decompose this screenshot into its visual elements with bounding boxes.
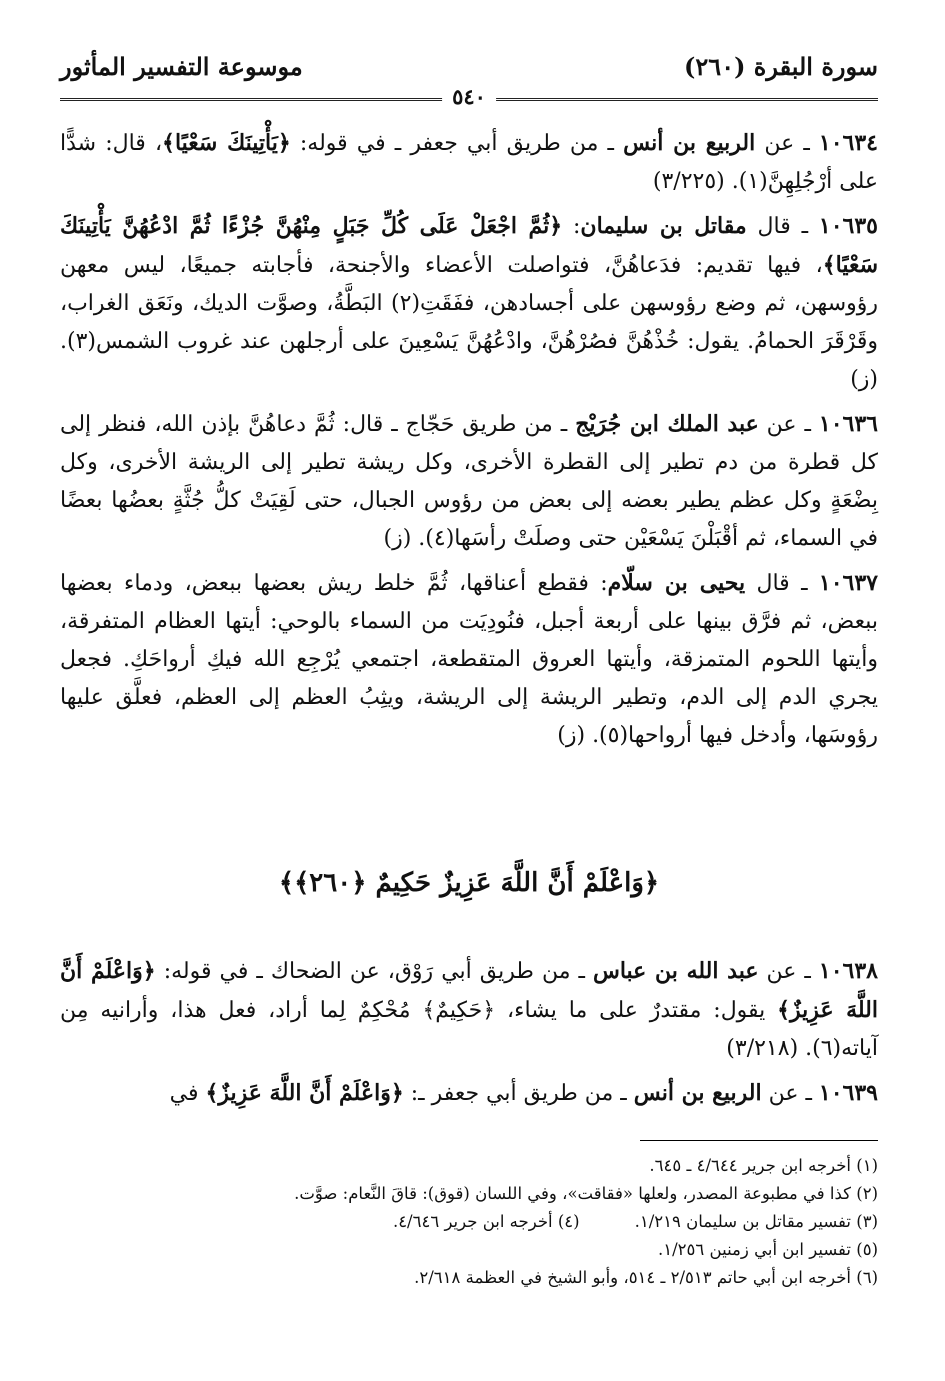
book-title: موسوعة التفسير المأثور	[60, 52, 303, 81]
narration-text: فقطع أعناقها، ثُمَّ خلط ريش بعضها ببعض، ودماء بعضها ببعض، ثم فرَّق بينها على أربعة أجبل، فنُودِيَت من السماء بالوحي: أيتها العظام المتفرقة، وأيتها اللحوم المتمزقة، وأيتها العروق المتقطعة، اجتمعي يُرْجِع الله فيكِ أرواحَكِ. فجعل يجري الدم إلى الدم، وتطير الريشة إلى الريشة، ويثِبُ العظم إلى العظم، فعلَّق عليها رؤوسَها، وأدخل فيها أرواحها(٥). (ز)	[60, 571, 878, 748]
narrator-name: يحيى بن سلّام	[607, 570, 746, 596]
page-header	[60, 52, 878, 109]
narration-text: يقول: مقتدرٌ على ما يشاء، ﴿حَكِيمٌ﴾ مُحْكِمٌ لِما أراد، فعل هذا، وأرانيه مِن آياته(٦). (٣/٢١٨)	[60, 998, 878, 1061]
narration-intro: ـ عن	[758, 412, 819, 437]
footnotes	[67, 1152, 878, 1292]
verse-heading: ﴿وَاعْلَمْ أَنَّ اللَّهَ عَزِيزٌ حَكِيمٌ ﴿٢٦٠﴾﴾	[278, 868, 660, 898]
narration-intro: ـ قال	[745, 571, 819, 596]
footnote-1: (١) أخرجه ابن جرير ٤/٦٤٤ ـ ٦٤٥.	[649, 1156, 878, 1175]
narration-intro: ـ عن	[758, 959, 819, 984]
surah-title: سورة البقرة (٢٦٠)	[684, 52, 878, 81]
narrator-name: عبد الملك ابن جُرَيْج	[575, 411, 759, 437]
main-text-continued	[60, 952, 878, 1119]
narration-chain: :	[562, 214, 581, 239]
narration-text: ثُمَّ دعاهُنَّ بإذن الله، فنظر إلى كل قطرة من دم تطير إلى القطرة الأخرى، وكل ريشة تطير إلى الريشة الأخرى، وكل بِضْعَةٍ وكل عظم يطير بعضه إلى بعض من رؤوس الجبال، حتى لَقِيَتْ كلُّ جُثَّةٍ بعضُها بعضًا في السماء، ثم أقْبَلْنَ يَسْعَيْن حتى وصلَتْ رأسَها(٤). (ز)	[60, 412, 878, 551]
narration-number: ١٠٦٣٥	[818, 213, 878, 239]
narration-10636	[60, 405, 878, 558]
narration-intro: ـ عن	[761, 1081, 819, 1106]
main-text	[60, 124, 878, 761]
footnote-4: (٤) أخرجه ابن جرير ٤/٦٤٦.	[392, 1212, 580, 1231]
narrator-name: الربيع بن أنس	[623, 130, 756, 156]
footnote-5: (٥) تفسير ابن أبي زمنين ١/٢٥٦.	[658, 1240, 878, 1259]
narrator-name: عبد الله بن عباس	[592, 958, 759, 984]
narration-intro: ـ قال	[746, 214, 819, 239]
quran-quote: ﴿وَاعْلَمْ أَنَّ اللَّهَ عَزِيزٌ﴾	[205, 1080, 404, 1106]
narrator-name: الربيع بن أنس	[633, 1080, 762, 1106]
narration-text: في	[169, 1081, 206, 1106]
narration-number: ١٠٦٣٨	[818, 958, 878, 984]
narration-10639	[60, 1074, 878, 1113]
footnote-row-3-4	[67, 1208, 878, 1236]
narration-number: ١٠٦٣٧	[818, 570, 878, 596]
narrator-name: مقاتل بن سليمان	[580, 213, 747, 239]
footnote-divider	[640, 1140, 878, 1141]
narration-chain: ـ من طريق حَجّاج ـ قال:	[334, 412, 576, 437]
narration-10635	[60, 207, 878, 399]
narration-chain: ـ من طريق أبي جعفر ـ:	[403, 1081, 634, 1106]
narration-number: ١٠٦٣٦	[818, 411, 878, 437]
quran-quote: ﴿يَأْتِينَكَ سَعْيًا﴾	[162, 130, 291, 156]
narration-10637	[60, 564, 878, 755]
narration-text: ، فيها تقديم: فدَعاهُنَّ، فتواصلت الأعضاء والأجنحة، فأجابته جميعًا، ليس معهن رؤوسهن، ثم وضع رؤوسهن على أجسادهن، ففَقَتِ(٢) البَطَّةُ، وصوَّت الديك، ونَعَق الغراب، وقَرْقَرَ الحمامُ. يقول: خُذْهُنَّ فصُرْهُنَّ، وادْعُهُنَّ يَسْعِينَ على أرجلهن عند غروب الشمس(٣). (ز)	[60, 253, 878, 392]
narration-number: ١٠٦٣٤	[818, 130, 878, 156]
quran-quote: ﴿وَاعْلَمْ أَنَّ اللَّهَ عَزِيزٌ﴾	[60, 958, 878, 1023]
footnote-2: (٢) كذا في مطبوعة المصدر، ولعلها «فقاقت»، وفي اللسان (قوق): قاقَ النَّعام: صوَّت.	[294, 1184, 878, 1203]
narration-10634	[60, 124, 878, 201]
quran-quote: ﴿ثُمَّ اجْعَلْ عَلَى كُلِّ جَبَلٍ مِنْهُنَّ جُزْءًا ثُمَّ ادْعُهُنَّ يَأْتِينَكَ سَعْيًا﴾	[60, 213, 878, 278]
narration-text: ، قال: شدًّا على أرْجُلِهِنَّ(١). (٣/٢٢٥)	[60, 131, 878, 194]
page-number: ٥٤٠	[442, 84, 496, 109]
footnote-3: (٣) تفسير مقاتل بن سليمان ١/٢١٩.	[634, 1212, 878, 1231]
narration-chain: ـ من طريق أبي رَوْق، عن الضحاك ـ في قوله:	[155, 959, 593, 984]
narration-chain: ـ من طريق أبي جعفر ـ في قوله:	[290, 131, 624, 156]
narration-10638	[60, 952, 878, 1068]
narration-chain: :	[588, 571, 608, 596]
narration-intro: ـ عن	[755, 131, 819, 156]
footnote-6: (٦) أخرجه ابن أبي حاتم ٢/٥١٣ ـ ٥١٤، وأبو الشيخ في العظمة ٢/٦١٨.	[414, 1268, 878, 1287]
narration-number: ١٠٦٣٩	[818, 1080, 878, 1106]
